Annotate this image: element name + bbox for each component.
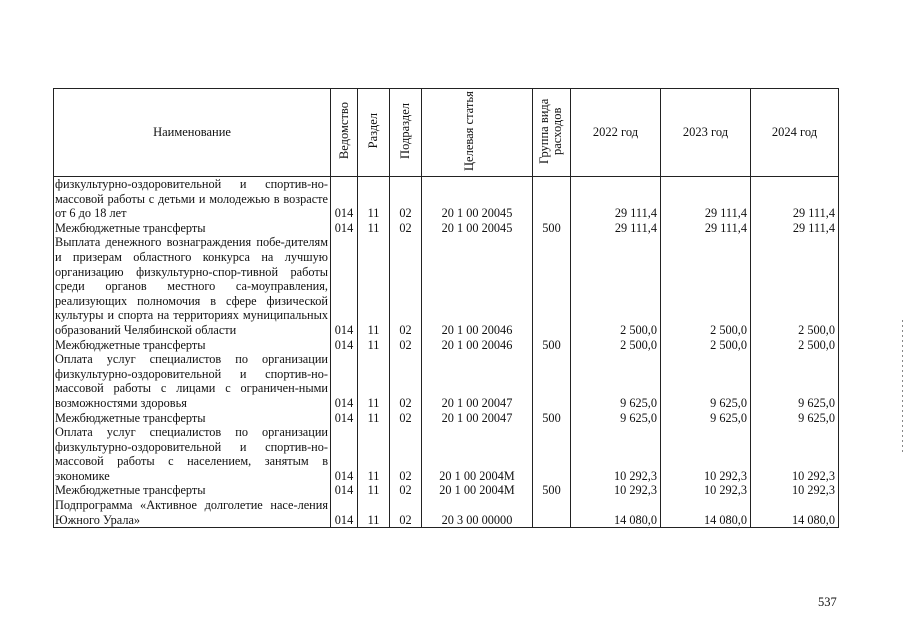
table-body [54,177,839,528]
row-razdel: 11 [358,425,390,483]
row-2023: 9 625,0 [661,411,751,426]
row-podrazdel: 02 [390,221,422,236]
row-name: Оплата услуг специалистов по организации физкультурно-оздоровительной и спортив-но-массовой работы с населением, занятым в экономике [54,425,331,483]
row-ved: 014 [331,177,358,221]
row-ved: 014 [331,483,358,498]
row-2022: 14 080,0 [571,498,661,528]
table-row [54,352,839,410]
row-gruppa [533,425,571,483]
row-gruppa [533,352,571,410]
row-gruppa: 500 [533,483,571,498]
table-row [54,483,839,498]
row-ved: 014 [331,425,358,483]
row-razdel: 11 [358,498,390,528]
row-celevaya: 20 1 00 20047 [422,411,533,426]
row-razdel: 11 [358,411,390,426]
row-2023: 2 500,0 [661,338,751,353]
row-2024: 2 500,0 [751,235,839,337]
row-name: Межбюджетные трансферты [54,411,331,426]
row-podrazdel: 02 [390,425,422,483]
row-2023: 10 292,3 [661,425,751,483]
row-podrazdel: 02 [390,177,422,221]
row-2022: 2 500,0 [571,338,661,353]
binding-marks [902,320,903,455]
header-podrazdel: Подраздел [390,89,422,177]
header-name: Наименование [54,89,331,177]
budget-table [53,88,839,528]
page-number: 537 [818,595,837,609]
table-row [54,221,839,236]
row-name: Межбюджетные трансферты [54,483,331,498]
row-razdel: 11 [358,338,390,353]
row-celevaya: 20 1 00 20046 [422,338,533,353]
row-2022: 10 292,3 [571,483,661,498]
row-name: Межбюджетные трансферты [54,338,331,353]
header-2023: 2023 год [661,89,751,177]
row-gruppa [533,498,571,528]
row-2023: 10 292,3 [661,483,751,498]
row-podrazdel: 02 [390,483,422,498]
header-ved: Ведомство [331,89,358,177]
row-podrazdel: 02 [390,498,422,528]
row-podrazdel: 02 [390,411,422,426]
row-name: физкультурно-оздоровительной и спортив-но-массовой работы с детьми и молодежью в возрасте от 6 до 18 лет [54,177,331,221]
row-celevaya: 20 1 00 2004М [422,425,533,483]
table-row [54,177,839,221]
row-celevaya: 20 1 00 2004М [422,483,533,498]
row-celevaya: 20 3 00 00000 [422,498,533,528]
row-podrazdel: 02 [390,352,422,410]
row-2024: 29 111,4 [751,177,839,221]
table-row [54,235,839,337]
row-name: Выплата денежного вознаграждения побе-дителям и призерам областного конкурса на лучшую организацию физкультурно-спор-тивной работы среди органов местного са-моуправления, реализующих полномочия в сфере физической культуры и спорта на территориях муниципальных образований Челябинской области [54,235,331,337]
header-gruppa: Группа вида расходов [533,89,571,177]
row-podrazdel: 02 [390,235,422,337]
row-2022: 9 625,0 [571,411,661,426]
row-ved: 014 [331,235,358,337]
row-celevaya: 20 1 00 20047 [422,352,533,410]
row-2024: 14 080,0 [751,498,839,528]
row-2022: 2 500,0 [571,235,661,337]
row-razdel: 11 [358,221,390,236]
table-header [54,89,839,177]
row-2023: 29 111,4 [661,177,751,221]
row-name: Межбюджетные трансферты [54,221,331,236]
table-row [54,498,839,528]
row-razdel: 11 [358,352,390,410]
row-2024: 10 292,3 [751,483,839,498]
row-gruppa [533,235,571,337]
row-razdel: 11 [358,235,390,337]
row-name: Оплата услуг специалистов по организации физкультурно-оздоровительной и спортив-но-массовой работы с лицами с ограничен-ными возможностями здоровья [54,352,331,410]
header-razdel: Раздел [358,89,390,177]
row-ved: 014 [331,221,358,236]
table-row [54,338,839,353]
row-2024: 9 625,0 [751,411,839,426]
row-celevaya: 20 1 00 20046 [422,235,533,337]
row-name: Подпрограмма «Активное долголетие насе-ления Южного Урала» [54,498,331,528]
row-celevaya: 20 1 00 20045 [422,221,533,236]
row-2023: 2 500,0 [661,235,751,337]
row-gruppa [533,177,571,221]
row-2022: 29 111,4 [571,221,661,236]
row-2022: 9 625,0 [571,352,661,410]
row-2022: 29 111,4 [571,177,661,221]
row-ved: 014 [331,338,358,353]
row-razdel: 11 [358,483,390,498]
header-celevaya: Целевая статья [422,89,533,177]
row-2024: 2 500,0 [751,338,839,353]
table-row [54,425,839,483]
row-2024: 10 292,3 [751,425,839,483]
row-2022: 10 292,3 [571,425,661,483]
row-2024: 29 111,4 [751,221,839,236]
row-2023: 14 080,0 [661,498,751,528]
header-2024: 2024 год [751,89,839,177]
row-gruppa: 500 [533,338,571,353]
row-podrazdel: 02 [390,338,422,353]
header-2022: 2022 год [571,89,661,177]
row-gruppa: 500 [533,411,571,426]
row-razdel: 11 [358,177,390,221]
table-row [54,411,839,426]
row-ved: 014 [331,411,358,426]
row-2024: 9 625,0 [751,352,839,410]
row-2023: 9 625,0 [661,352,751,410]
row-ved: 014 [331,498,358,528]
row-2023: 29 111,4 [661,221,751,236]
row-gruppa: 500 [533,221,571,236]
row-celevaya: 20 1 00 20045 [422,177,533,221]
row-ved: 014 [331,352,358,410]
